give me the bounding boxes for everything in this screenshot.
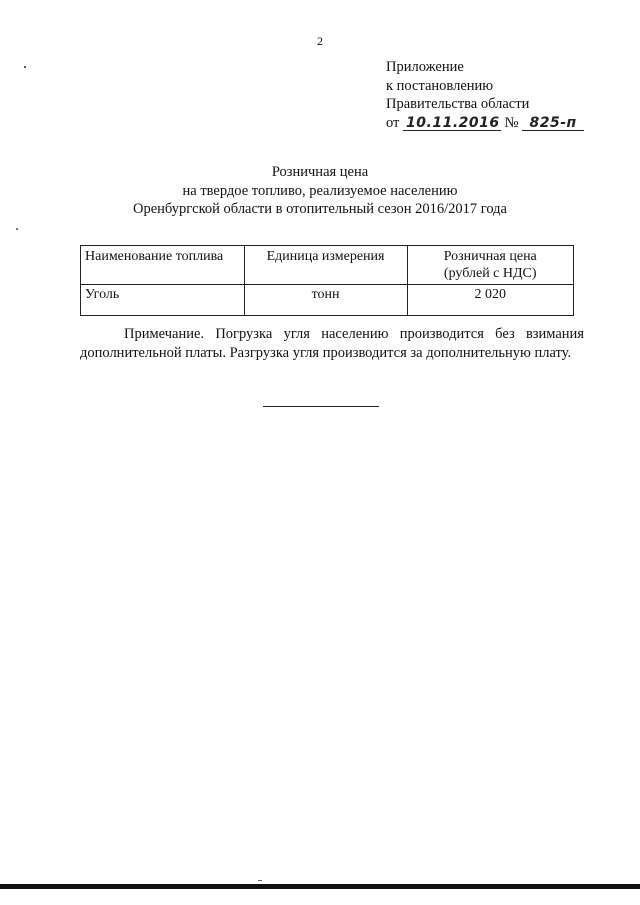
header-unit: Единица измерения (244, 246, 407, 285)
header-price-line-2: (рублей с НДС) (443, 266, 537, 281)
cell-unit: тонн (244, 285, 407, 316)
appendix-heading: Приложение (386, 59, 464, 75)
from-label: от (386, 114, 400, 131)
cell-fuel-name: Уголь (81, 285, 245, 316)
table-header-row (81, 246, 574, 285)
document-title (0, 163, 640, 219)
page-number: 2 (317, 34, 323, 48)
header-retail-price (407, 246, 574, 285)
price-table (80, 245, 574, 316)
title-line-3: Оренбургской области в отопительный сезон 2016/2017 года (132, 201, 507, 217)
cell-price: 2 020 (407, 285, 574, 316)
scan-bottom-edge (0, 884, 640, 889)
appendix-government-line: Правительства области (386, 96, 530, 112)
title-line-1: Розничная цена (271, 164, 369, 180)
header-fuel-name: Наименование топлива (81, 246, 245, 285)
handwritten-date: 10.11.2016 (403, 116, 501, 131)
appendix-block (386, 58, 584, 132)
handwritten-number: 825-п (522, 116, 584, 131)
appendix-date-number-line (386, 114, 584, 133)
header-price-line-1: Розничная цена (443, 249, 537, 264)
end-divider (263, 406, 379, 407)
table-row (81, 285, 574, 316)
scan-speck (16, 228, 18, 230)
scan-speck (24, 66, 26, 68)
appendix-resolution-line: к постановлению (386, 77, 494, 94)
scan-speck (258, 880, 262, 881)
note-paragraph: Примечание. Погрузка угля населению производится без взимания дополнительной платы. Разгрузка угля производится за дополнительную плату. (80, 326, 584, 361)
number-sign: № (504, 114, 519, 131)
title-line-2: на твердое топливо, реализуемое населению (182, 182, 458, 199)
